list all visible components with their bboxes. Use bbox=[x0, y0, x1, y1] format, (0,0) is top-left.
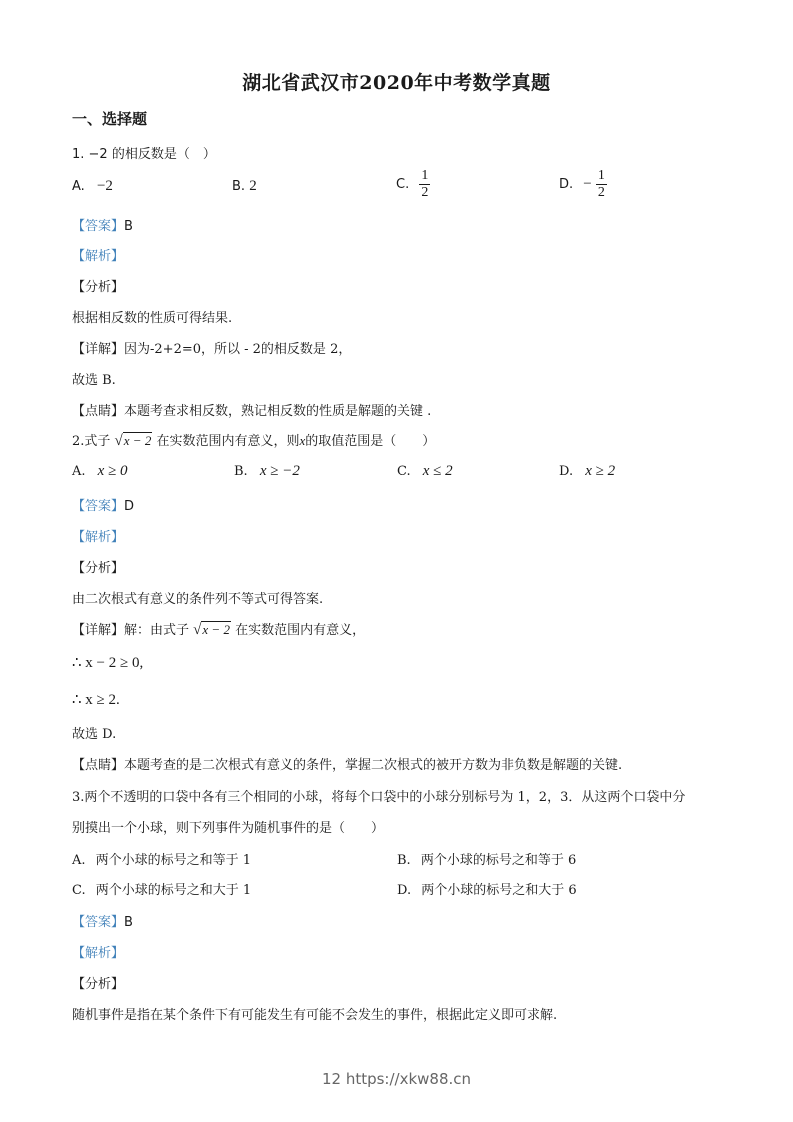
q1-option-c bbox=[396, 168, 430, 201]
q2-step-1: ∴ x − 2 ≥ 0, bbox=[72, 655, 144, 671]
dianjing-text: 本题考查的是二次根式有意义的条件，掌握二次根式的被开方数为非负数是解题的关键. bbox=[124, 758, 623, 773]
q2-option-a: A. x ≥ 0 bbox=[72, 463, 128, 479]
answer-value: D bbox=[124, 499, 135, 514]
option-value: 2 bbox=[249, 178, 257, 194]
answer-tag: 【答案】 bbox=[72, 219, 125, 234]
q1-option-d bbox=[559, 168, 607, 201]
q2-fenxi-tag: 【分析】 bbox=[72, 561, 125, 576]
minus-sign: − bbox=[583, 176, 592, 192]
q2-choose: 故选 D. bbox=[72, 727, 117, 742]
dianjing-tag: 【点睛】 bbox=[72, 404, 125, 419]
q1-option-b bbox=[232, 178, 257, 195]
q1-fenxi-text: 根据相反数的性质可得结果. bbox=[72, 311, 233, 326]
question-3-stem-line-1: 3.两个不透明的口袋中各有三个相同的小球，将每个口袋中的小球分别标号为 1，2，3．从这两个口袋中分 bbox=[72, 790, 686, 805]
option-letter: A. bbox=[72, 179, 85, 194]
option-letter: D. bbox=[559, 177, 574, 192]
q3-fenxi-text: 随机事件是指在某个条件下有可能发生有可能不会发生的事件，根据此定义即可求解. bbox=[72, 1008, 558, 1023]
sqrt-expression: √x − 2 bbox=[193, 622, 230, 638]
fraction: $\frac{1}{2}$ bbox=[597, 168, 605, 200]
xiangjie-text: 因为-2+2=0，所以 - 2的相反数是 2， bbox=[124, 342, 352, 357]
q1-dianjing bbox=[72, 400, 431, 419]
q1-fenxi-tag: 【分析】 bbox=[72, 280, 125, 295]
q2-dianjing bbox=[72, 754, 622, 773]
q2-option-b: B. x ≥ −2 bbox=[234, 463, 300, 479]
q3-option-b: B. 两个小球的标号之和等于 6 bbox=[397, 853, 577, 868]
section-heading: 一、选择题 bbox=[72, 110, 148, 128]
document-title: 湖北省武汉市2020年中考数学真题 bbox=[242, 72, 551, 94]
q1-choose: 故选 B. bbox=[72, 373, 116, 388]
xiangjie-tag: 【详解】 bbox=[72, 623, 125, 638]
q3-fenxi-tag: 【分析】 bbox=[72, 977, 125, 992]
answer-tag: 【答案】 bbox=[72, 915, 125, 930]
q3-jiexi-tag: 【解析】 bbox=[72, 946, 125, 961]
q3-answer bbox=[72, 911, 133, 930]
q2-step-2: ∴ x ≥ 2. bbox=[72, 692, 120, 708]
q2-option-c: C. x ≤ 2 bbox=[397, 463, 453, 479]
q2-option-d: D. x ≥ 2 bbox=[559, 463, 616, 479]
question-2-stem: 2.式子 √x − 2 在实数范围内有意义，则x的取值范围是（ ） bbox=[72, 433, 436, 449]
q1-xiangjie bbox=[72, 338, 351, 357]
fraction: $\frac{1}{2}$ bbox=[421, 168, 429, 200]
q3-option-c: C. 两个小球的标号之和大于 1 bbox=[72, 883, 252, 898]
option-letter: C. bbox=[396, 177, 410, 192]
q3-option-a: A. 两个小球的标号之和等于 1 bbox=[72, 853, 252, 868]
question-3-stem-line-2: 别摸出一个小球，则下列事件为随机事件的是（ ） bbox=[72, 821, 385, 836]
q2-answer bbox=[72, 495, 134, 514]
question-1-stem: 1. −2 的相反数是（ ） bbox=[72, 147, 216, 162]
q2-fenxi-text: 由二次根式有意义的条件列不等式可得答案. bbox=[72, 592, 324, 607]
option-letter: B. bbox=[232, 179, 246, 194]
sqrt-expression: √x − 2 bbox=[114, 433, 152, 449]
answer-value: B bbox=[124, 915, 133, 930]
xiangjie-tag: 【详解】 bbox=[72, 342, 125, 357]
option-value: −2 bbox=[96, 178, 113, 194]
dianjing-tag: 【点睛】 bbox=[72, 758, 125, 773]
q1-answer bbox=[72, 215, 133, 234]
answer-value: B bbox=[124, 219, 133, 234]
q2-xiangjie: 【详解】解：由式子 √x − 2 在实数范围内有意义， bbox=[72, 622, 366, 638]
page-footer: 12 https://xkw88.cn bbox=[321, 1070, 472, 1088]
q3-option-d: D. 两个小球的标号之和大于 6 bbox=[397, 883, 577, 898]
q1-jiexi-tag: 【解析】 bbox=[72, 249, 125, 264]
q2-jiexi-tag: 【解析】 bbox=[72, 530, 125, 545]
answer-tag: 【答案】 bbox=[72, 499, 125, 514]
q1-option-a bbox=[72, 178, 113, 195]
dianjing-text: 本题考查求相反数，熟记相反数的性质是解题的关键 . bbox=[124, 404, 432, 419]
